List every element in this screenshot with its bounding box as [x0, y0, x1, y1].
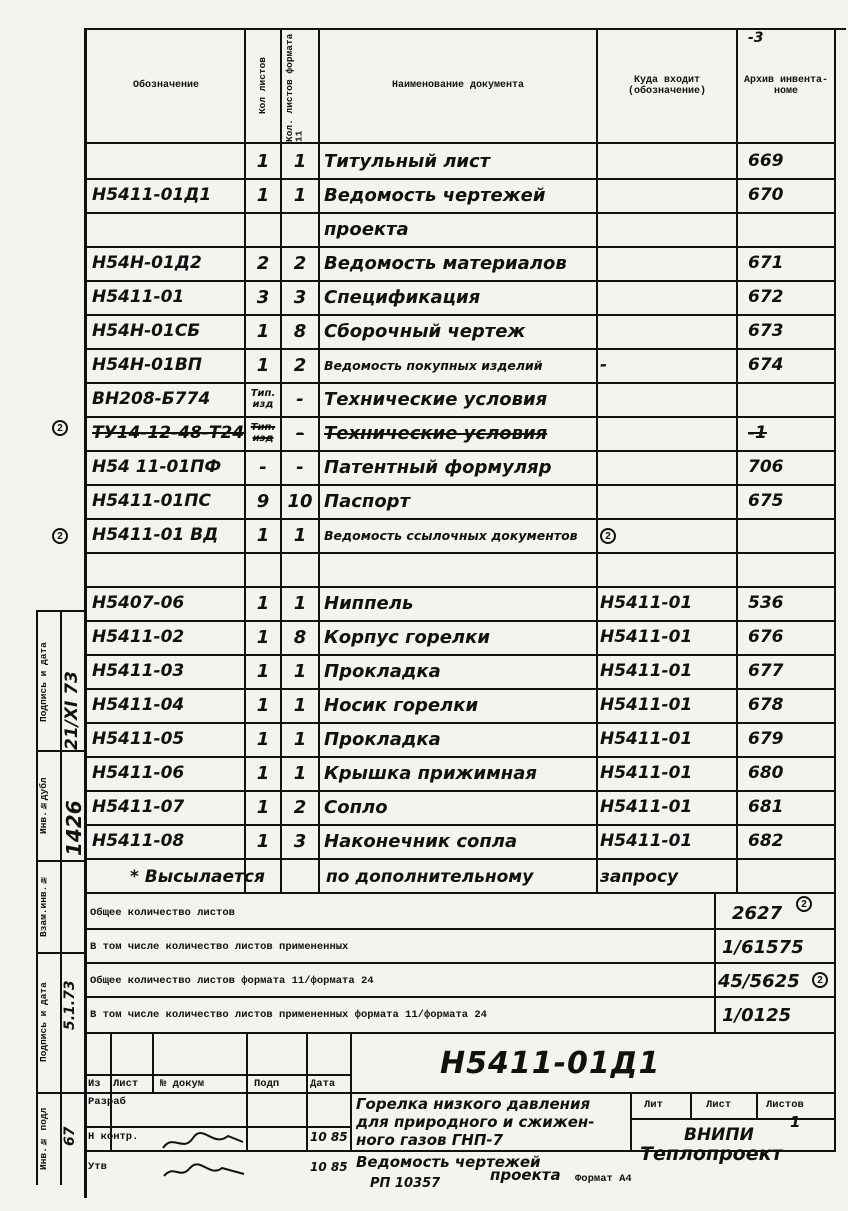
- row-where-goes: H5411-01: [600, 661, 693, 681]
- row-where-goes: [600, 552, 736, 586]
- row-code: H54 11-01ПФ: [92, 457, 222, 477]
- row-archive: 536: [748, 593, 784, 613]
- row-code: H5411-02: [92, 627, 185, 647]
- stamp-doc-code: H5411-01Д1: [440, 1045, 661, 1081]
- row-format11: 1: [293, 728, 307, 750]
- stamp-org-line2: Теплопроект: [640, 1143, 783, 1165]
- row-format11: 1: [293, 150, 307, 172]
- row-format11: 1: [293, 184, 307, 206]
- row-sheets: 3: [256, 286, 270, 308]
- row-sheets: [246, 552, 280, 586]
- row-code: H5411-01ПС: [92, 491, 211, 511]
- row-where-goes: [600, 382, 736, 416]
- row-where-goes: [600, 246, 736, 280]
- stamp-lit: Лит: [644, 1099, 663, 1111]
- row-sheets: 1: [256, 762, 270, 784]
- stamp-title-line2: для природного и сжижен-: [356, 1113, 595, 1131]
- row-sheets: 1: [256, 796, 270, 818]
- header-designation: Обозначение: [132, 80, 199, 92]
- row-archive: 677: [748, 661, 784, 681]
- row-format11: 3: [293, 830, 307, 852]
- row-sheets: 1: [256, 524, 270, 546]
- row-archive: 680: [748, 763, 784, 783]
- stamp-date-2: 10 85: [310, 1159, 348, 1174]
- row-document-name: Патентный формуляр: [324, 456, 552, 478]
- row-document-name: Технические условия: [324, 422, 548, 444]
- row-document-name: Прокладка: [324, 728, 441, 750]
- side-inv-podl-value: 67: [62, 1126, 78, 1146]
- row-where-goes: H5411-01: [600, 797, 693, 817]
- summary-line-2: [86, 962, 836, 964]
- stamp-col-iz: Из: [88, 1077, 101, 1090]
- row-format11: 1: [293, 660, 307, 682]
- side-line-4: [36, 952, 86, 954]
- stamp-divider-e: [630, 1092, 632, 1152]
- header-sheet-count: Кол листов: [257, 57, 269, 115]
- row-where-goes: H5411-01: [600, 695, 693, 715]
- row-format11: 8: [293, 320, 307, 342]
- row-sheets: 1: [256, 184, 270, 206]
- row-archive: [748, 552, 828, 586]
- side-label-vzam-inv: Взам.инв.№: [38, 874, 49, 938]
- row-format11: [282, 212, 318, 246]
- row-format11: 2: [293, 796, 307, 818]
- row-format11: -: [296, 456, 304, 478]
- row-where-goes: [600, 518, 736, 552]
- row-document-name: Корпус горелки: [324, 626, 490, 648]
- revision-mark: 2: [52, 420, 68, 436]
- row-format11: 3: [293, 286, 307, 308]
- row-code: H5411-01 ВД: [92, 525, 219, 545]
- row-code: H5411-06: [92, 763, 185, 783]
- stamp-listov-value: 1: [790, 1113, 801, 1131]
- row-where-goes: H5411-01: [600, 831, 693, 851]
- row-format11: 1: [293, 592, 307, 614]
- row-document-name: Носик горелки: [324, 694, 479, 716]
- row-sheets: 1: [256, 728, 270, 750]
- row-archive: 675: [748, 491, 784, 511]
- summary-format-value: 45/5625: [718, 970, 800, 992]
- row-code: [92, 552, 244, 586]
- summary-total-value: 2627: [732, 902, 783, 924]
- row-document-name: [324, 552, 596, 586]
- stamp-listov: Листов: [766, 1099, 804, 1111]
- footnote-part3: запросу: [600, 867, 679, 887]
- revision-mark: 2: [812, 972, 828, 988]
- summary-applied-value: 1/61575: [722, 936, 804, 958]
- row-format11: 1: [293, 762, 307, 784]
- summary-line-3: [86, 996, 836, 998]
- row-archive: 670: [748, 185, 784, 205]
- stamp-org-line1: ВНИПИ: [684, 1125, 754, 1145]
- stamp-col-sign: Подп: [254, 1077, 280, 1090]
- row-where-goes: [600, 144, 736, 178]
- stamp-date-1: 10 85: [310, 1129, 348, 1144]
- stamp-utv: Утв: [88, 1160, 107, 1173]
- stamp-divider-f: [690, 1092, 692, 1118]
- row-code: H5411-01: [92, 287, 185, 307]
- row-archive: -1: [748, 423, 767, 443]
- row-document-name: Ведомость чертежей: [324, 184, 546, 206]
- row-archive: 681: [748, 797, 784, 817]
- col-divider-3: [318, 28, 320, 894]
- frame-left-border: [84, 28, 87, 1198]
- header-where-goes: Куда входит (обозначение): [627, 74, 706, 97]
- summary-applied-format-label: В том числе количество листов примененных формата 11/формата 24: [90, 1009, 487, 1021]
- row-where-goes: H5411-01: [600, 763, 693, 783]
- row-sheets: [246, 212, 280, 246]
- row-document-name: Спецификация: [324, 286, 481, 308]
- row-archive: [748, 382, 828, 416]
- stamp-razrab: Разраб: [88, 1095, 126, 1108]
- summary-applied-label: В том числе количество листов примененных: [90, 941, 349, 953]
- row-document-name: Сборочный чертеж: [324, 320, 526, 342]
- revision-mark: 2: [52, 528, 68, 544]
- row-document-name: Сопло: [324, 796, 388, 818]
- stamp-col-list: Лист: [113, 1077, 139, 1090]
- row-code: H54H-01Д2: [92, 253, 202, 273]
- row-sheets: 1: [256, 592, 270, 614]
- row-sheets: Тип. изд: [250, 388, 276, 410]
- stamp-title-line4: Ведомость чертежей: [356, 1153, 541, 1171]
- header-document-name: Наименование документа: [391, 80, 525, 92]
- row-where-goes: [600, 416, 736, 450]
- row-where-goes: H5411-01: [600, 729, 693, 749]
- revision-mark: 2: [600, 528, 616, 544]
- stamp-n-kontr: Н контр.: [88, 1130, 139, 1143]
- row-format11: 8: [293, 626, 307, 648]
- row-document-name: Паспорт: [324, 490, 411, 512]
- side-line-2: [36, 750, 86, 752]
- row-archive: 678: [748, 695, 784, 715]
- row-code: H5411-01Д1: [92, 185, 212, 205]
- row-code: H5411-03: [92, 661, 185, 681]
- row-where-goes: [600, 280, 736, 314]
- row-archive: 672: [748, 287, 784, 307]
- row-sheets: 2: [256, 252, 270, 274]
- side-label-inv-podl: Инв.№ подл: [38, 1107, 49, 1171]
- row-format11: 1: [293, 694, 307, 716]
- header-sheet-count-cell: [246, 30, 280, 142]
- row-archive: 669: [748, 151, 784, 171]
- row-code: H54H-01ВП: [92, 355, 203, 375]
- row-sheets: 1: [256, 830, 270, 852]
- col-divider-4: [596, 28, 598, 894]
- row-where-goes: [600, 484, 736, 518]
- row-archive: 679: [748, 729, 784, 749]
- row-archive: [748, 212, 828, 246]
- stamp-divider-b: [152, 1032, 154, 1092]
- row-document-name: Наконечник сопла: [324, 830, 518, 852]
- col-divider-5: [736, 28, 738, 894]
- row-where-goes: [600, 450, 736, 484]
- row-separator: [86, 858, 836, 860]
- stamp-title-line1: Горелка низкого давления: [356, 1095, 591, 1113]
- row-where-goes: -: [600, 355, 608, 375]
- row-format11: [282, 552, 318, 586]
- row-code: H5411-05: [92, 729, 185, 749]
- summary-applied-format-value: 1/0125: [722, 1004, 792, 1026]
- row-where-goes: H5411-01: [600, 627, 693, 647]
- row-archive: 682: [748, 831, 784, 851]
- side-sign-value: 21/XI 73: [62, 671, 82, 750]
- summary-line-4: [86, 1032, 836, 1034]
- row-format11: 2: [293, 354, 307, 376]
- row-document-name: Крышка прижимная: [324, 762, 537, 784]
- row-document-name: Титульный лист: [324, 150, 491, 172]
- side-line-3: [36, 860, 86, 862]
- stamp-list: Лист: [706, 1099, 732, 1111]
- row-code: [92, 144, 244, 178]
- stamp-title-line5: проекта: [490, 1166, 561, 1184]
- row-code: H54H-01СБ: [92, 321, 201, 341]
- signature-utv: [160, 1158, 250, 1184]
- side-label-inv-dubl: Инв.№дубл: [38, 777, 49, 835]
- row-archive: 674: [748, 355, 784, 375]
- side-label-sign-date-2: Подпись и дата: [38, 982, 49, 1062]
- row-format11: -: [296, 422, 304, 444]
- row-sheets: 1: [256, 354, 270, 376]
- row-where-goes: [600, 212, 736, 246]
- top-mark: -3: [748, 30, 764, 46]
- summary-format-label: Общее количество листов формата 11/формата 24: [90, 975, 374, 987]
- row-where-goes: H5411-01: [600, 593, 693, 613]
- row-document-name: Ведомость покупных изделий: [324, 357, 543, 373]
- row-document-name: Технические условия: [324, 388, 548, 410]
- signature-n-kontr: [158, 1128, 248, 1158]
- stamp-line-d: [630, 1118, 834, 1120]
- row-sheets: 1: [256, 150, 270, 172]
- revision-mark: 2: [796, 896, 812, 912]
- stamp-divider-g: [756, 1092, 758, 1118]
- row-format11: 10: [287, 490, 313, 512]
- stamp-bottom-code: РП 10357: [370, 1175, 441, 1191]
- row-document-name: Ведомость материалов: [324, 252, 567, 274]
- footnote-part2: по дополнительному: [326, 867, 534, 887]
- row-sheets: 9: [256, 490, 270, 512]
- stamp-col-date: Дата: [310, 1077, 336, 1090]
- side-label-sign-date-1: Подпись и дата: [38, 642, 49, 722]
- row-sheets: Тип. изд: [250, 422, 276, 444]
- row-code: H5411-07: [92, 797, 185, 817]
- row-sheets: 1: [256, 320, 270, 342]
- frame-right-border: [834, 28, 836, 1152]
- row-format11: 2: [293, 252, 307, 274]
- row-code: [92, 212, 244, 246]
- row-code: ТУ14-12-48-Т24: [92, 423, 245, 443]
- row-archive: 706: [748, 457, 784, 477]
- row-archive: 671: [748, 253, 784, 273]
- row-document-name: Ведомость ссылочных документов: [324, 527, 578, 543]
- row-format11: 1: [293, 524, 307, 546]
- row-document-name: Ниппель: [324, 592, 414, 614]
- stamp-format: Формат А4: [575, 1173, 632, 1185]
- row-sheets: 1: [256, 694, 270, 716]
- side-line-5: [36, 1092, 86, 1094]
- row-archive: 673: [748, 321, 784, 341]
- header-archive: Архив инвента- номе: [743, 74, 828, 97]
- header-sheet-count-format-cell: [282, 30, 318, 142]
- stamp-col-doc: № докум: [160, 1077, 205, 1090]
- row-code: H5411-08: [92, 831, 185, 851]
- row-archive: [748, 518, 828, 552]
- row-where-goes: [600, 178, 736, 212]
- row-archive: 676: [748, 627, 784, 647]
- header-sheet-count-format: Кол. листов формата 11: [284, 33, 305, 142]
- row-sheets: 1: [256, 626, 270, 648]
- row-code: BH208-Б774: [92, 389, 211, 409]
- summary-line-1: [86, 928, 836, 930]
- row-format11: -: [296, 388, 304, 410]
- side-date-value: 5.1.73: [62, 980, 78, 1030]
- row-sheets: -: [259, 456, 267, 478]
- row-where-goes: [600, 314, 736, 348]
- row-document-name: проекта: [324, 218, 409, 240]
- stamp-title-line3: ного газов ГНП-7: [356, 1131, 504, 1149]
- side-inv-value: 1426: [62, 800, 86, 856]
- row-sheets: 1: [256, 660, 270, 682]
- row-document-name: Прокладка: [324, 660, 441, 682]
- summary-total-label: Общее количество листов: [90, 907, 235, 919]
- row-code: H5411-04: [92, 695, 185, 715]
- footnote-part1: * Высылается: [130, 867, 265, 887]
- table-bottom-line: [86, 892, 836, 894]
- row-code: H5407-06: [92, 593, 185, 613]
